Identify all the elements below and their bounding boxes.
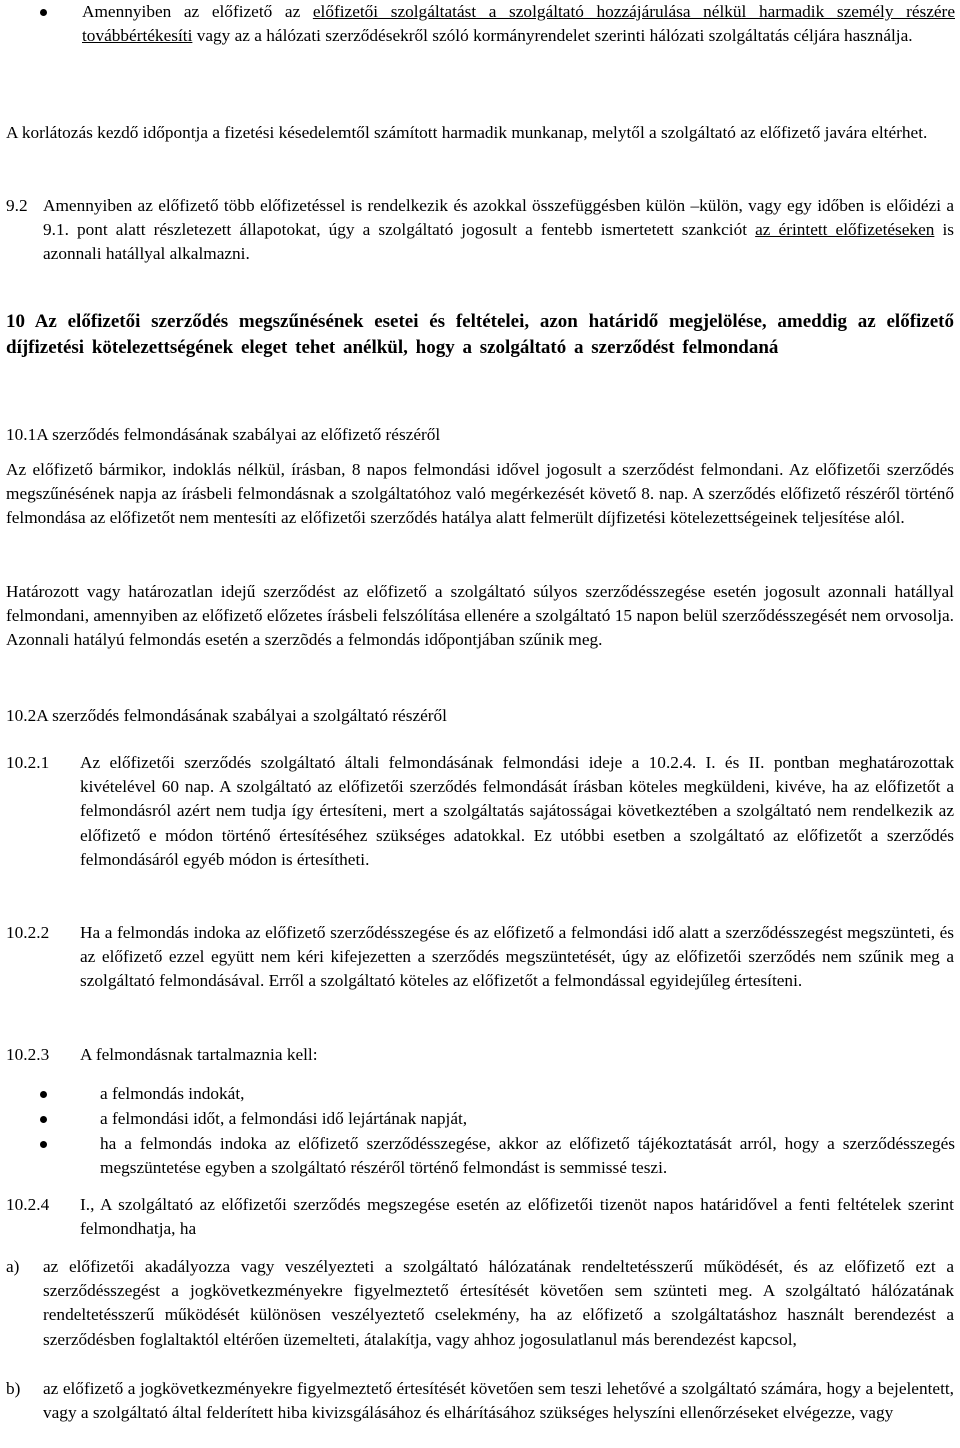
section-number: 10.2.2 [6, 923, 50, 942]
bullet-text: a felmondási időt, a felmondási idő lejártának napját, [100, 1109, 468, 1128]
section-10-heading: 10 Az előfizetői szerződés megszűnésének esetei és feltételei, azon határidő megjelölése, ameddig az előfizető díjfizetési kötelezettségének eleget tehet anélkül, hogy a szolgáltató a szerződést felmondaná [6, 311, 954, 358]
section-number: 10.2.3 [6, 1045, 50, 1064]
underlined-phrase: az érintett előfizetéseken [755, 220, 935, 240]
bullet-text: a felmondás indokát, [100, 1084, 245, 1103]
section-10-2-title: 10.2A szerződés felmondásának szabályai a szolgáltató részéről [6, 706, 447, 725]
underlined-phrase: előfizetői szolgáltatást a szolgáltató hozzájárulása nélkül harmadik személy részére továbbértékesíti [82, 2, 955, 46]
section-9-2-text [43, 194, 954, 267]
bullet-dot [40, 1091, 47, 1098]
text-run: is azonnali hatállyal alkalmazni. [43, 220, 954, 264]
section-number: 10.2.4 [6, 1195, 50, 1214]
section-10-2-2-text: Ha a felmondás indoka az előfizető szerződésszegése és az előfizető a felmondási idő alatt a szerződésszegést megszünteti, és az előfizető ezzel együtt nem kéri kifejezetten a szerződés megszüntetését, úgy az előfizetői szerződés nem szűnik meg a szolgáltató felmondásával. Erről a szolgáltató köteles az előfizetőt a felmondással egyidejűleg értesíteni. [80, 923, 954, 991]
section-10-2-1-text: Az előfizetői szerződés szolgáltató általi felmondásának felmondási ideje a 10.2.4. I. és II. pontban meghatározottak kivételével 60 nap. A szolgáltató az előfizetői szerződés felmondását írásban köteles megküldeni, kivéve, ha az előfizetőt a felmondásról azért nem tudja így értesíteni, mert a szolgáltatás sajátosságai következtében a szolgáltató nem rendelkezik az előfizető e módon történő értesítéséhez szükséges adatokkal. Ez utóbbi esetben a szolgáltató az előfizetőt a szerződés felmondásáról egyéb módon is értesítheti. [80, 753, 954, 869]
paragraph-10-1-a: Az előfizető bármikor, indoklás nélkül, írásban, 8 napos felmondási idővel jogosult a szerződést felmondani. Az előfizetői szerződés megszűnésének napja az írásbeli felmondásnak a szolgáltatóhoz való megérkezését követő 8. nap. A szerződés előfizető részéről történő felmondása az előfizetőt nem mentesíti az előfizetői szerződés hatálya alatt felmerült díjfizetési kötelezettségeinek teljesítése alól. [6, 460, 954, 528]
section-number: 10.2.1 [6, 753, 50, 772]
bullet-dot [40, 1116, 47, 1123]
bullet-dot [40, 9, 47, 16]
section-10-1-title: 10.1A szerződés felmondásának szabályai az előfizető részéről [6, 425, 441, 444]
section-10-2-4-text: I., A szolgáltató az előfizetői szerződés megszegése esetén az előfizetői tizenöt napos határidővel a fenti feltételek szerint felmondhatja, ha [80, 1195, 954, 1239]
bullet-text [82, 0, 955, 48]
paragraph-10-1-b: Határozott vagy határozatlan idejű szerződést az előfizető a szolgáltató súlyos szerződésszegése esetén jogosult azonnali hatállyal felmondani, amennyiben az előfizető előzetes írásbeli felszólítása ellenére a szolgáltató 15 napon belül szerződésszegését nem orvosolja. Azonnali hatályú felmondás esetén a szerzõdés a felmondás időpontjában szűnik meg. [6, 582, 954, 650]
condition-b-text: az előfizető a jogkövetkezményekre figyelmeztető értesítését követően sem teszi lehetővé a szolgáltató számára, hogy a bejelentett, vagy a szolgáltató által felderített hiba kivizsgálásához és elhárításához szükséges helyszíni ellenőrzéseket elvégezze, vagy [43, 1379, 954, 1423]
bullet-dot [40, 1141, 47, 1148]
text-run: Amennyiben az előfizető több előfizetéssel is rendelkezik és azokkal összefüggésben külön –külön, vagy egy időben is előidézi a 9.1. pont alatt részletezett állapotokat, úgy a szolgáltató jogosult a fentebb ismertetett szankciót [43, 196, 954, 240]
restriction-paragraph: A korlátozás kezdő időpontja a fizetési késedelemtől számított harmadik munkanap, melytől a szolgáltató az előfizető javára eltérhet. [6, 123, 928, 142]
text-run: vagy az a hálózati szerződésekről szóló kormányrendelet szerinti hálózati szolgáltatás céljára használja. [192, 26, 913, 46]
section-number: 9.2 [6, 196, 28, 215]
section-10-2-3-text: A felmondásnak tartalmaznia kell: [80, 1045, 318, 1064]
bullet-text: ha a felmondás indoka az előfizető szerződésszegése, akkor az előfizető tájékoztatását arról, hogy a szerződésszegés megszüntetése egyben a szolgáltató részéről történő felmondást is semmissé teszi. [100, 1134, 955, 1178]
condition-label: b) [6, 1379, 21, 1398]
condition-label: a) [6, 1257, 20, 1276]
text-run: Amennyiben az előfizető az [82, 2, 313, 21]
condition-a-text: az előfizetői akadályozza vagy veszélyezteti a szolgáltató hálózatának rendeltetésszerű működését, és az előfizető ezt a szerződésszegést a jogkövetkezményekre figyelmeztető értesítését követően sem szünteti meg. A szolgáltató hálózatának rendeltetésszerű működését különösen veszélyeztető cselekmény, ha az előfizető a szolgáltatáshoz használt berendezést a szerződésben foglaltaktól eltérően üzemelteti, átalakítja, vagy ahhoz jogosulatlanul más berendezést kapcsol, [43, 1257, 954, 1349]
